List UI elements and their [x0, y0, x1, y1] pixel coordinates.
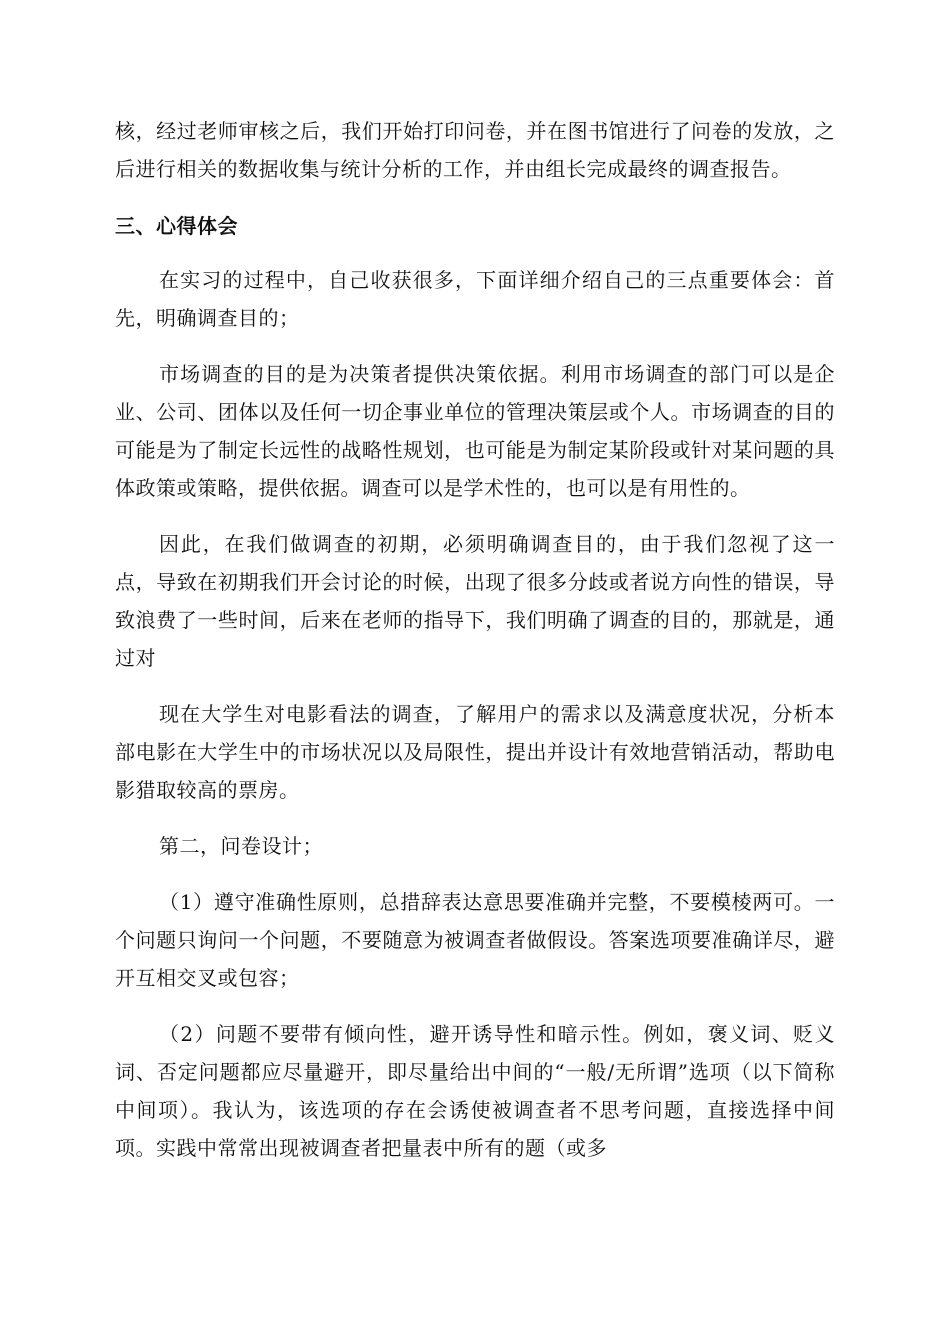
section-heading: 三、心得体会: [115, 214, 238, 238]
paragraph-survey-goal: 现在大学生对电影看法的调查，了解用户的需求以及满意度状况，分析本部电影在大学生中的市场状况以及局限性，提出并设计有效地营销活动，帮助电影猎取较高的票房。: [115, 702, 835, 802]
paragraph-continuation: 核，经过老师审核之后，我们开始打印问卷，并在图书馆进行了问卷的发放，之后进行相关的数据收集与统计分析的工作，并由组长完成最终的调查报告。: [115, 119, 835, 181]
paragraph-principle-1: （1）遵守准确性原则，总措辞表达意思要准确并完整，不要模棱两可。一个问题只询问一个问题，不要随意为被调查者做假设。答案选项要准确详尽，避开互相交叉或包容；: [115, 890, 835, 990]
document-body: [115, 112, 835, 1185]
paragraph-principle-2: （2）问题不要带有倾向性，避开诱导性和暗示性。例如，褒义词、贬义词、否定问题都应尽量避开，即尽量给出中间的“一般/无所谓”选项（以下简称中间项）。我认为，该选项的存在会诱使被调查者不思考问题，直接选择中间项。实践中常常出现被调查者把量表中所有的题（或多: [115, 1022, 835, 1160]
paragraph-initial-stage: 因此，在我们做调查的初期，必须明确调查目的，由于我们忽视了这一点，导致在初期我们开会讨论的时候，出现了很多分歧或者说方向性的错误，导致浪费了一些时间，后来在老师的指导下，我们明确了调查的目的，那就是，通过对: [115, 532, 835, 670]
paragraph-questionnaire-design: 第二，问卷设计；: [159, 834, 323, 858]
paragraph-survey-purpose: 市场调查的目的是为决策者提供决策依据。利用市场调查的部门可以是企业、公司、团体以及任何一切企事业单位的管理决策层或个人。市场调查的目的可能是为了制定长远性的战略性规划，也可能是为制定某阶段或针对某问题的具体政策或策略，提供依据。调查可以是学术性的，也可以是有用性的。: [115, 362, 835, 500]
paragraph-intro: 在实习的过程中，自己收获很多，下面详细介绍自己的三点重要体会：首先，明确调查目的；: [115, 268, 835, 330]
